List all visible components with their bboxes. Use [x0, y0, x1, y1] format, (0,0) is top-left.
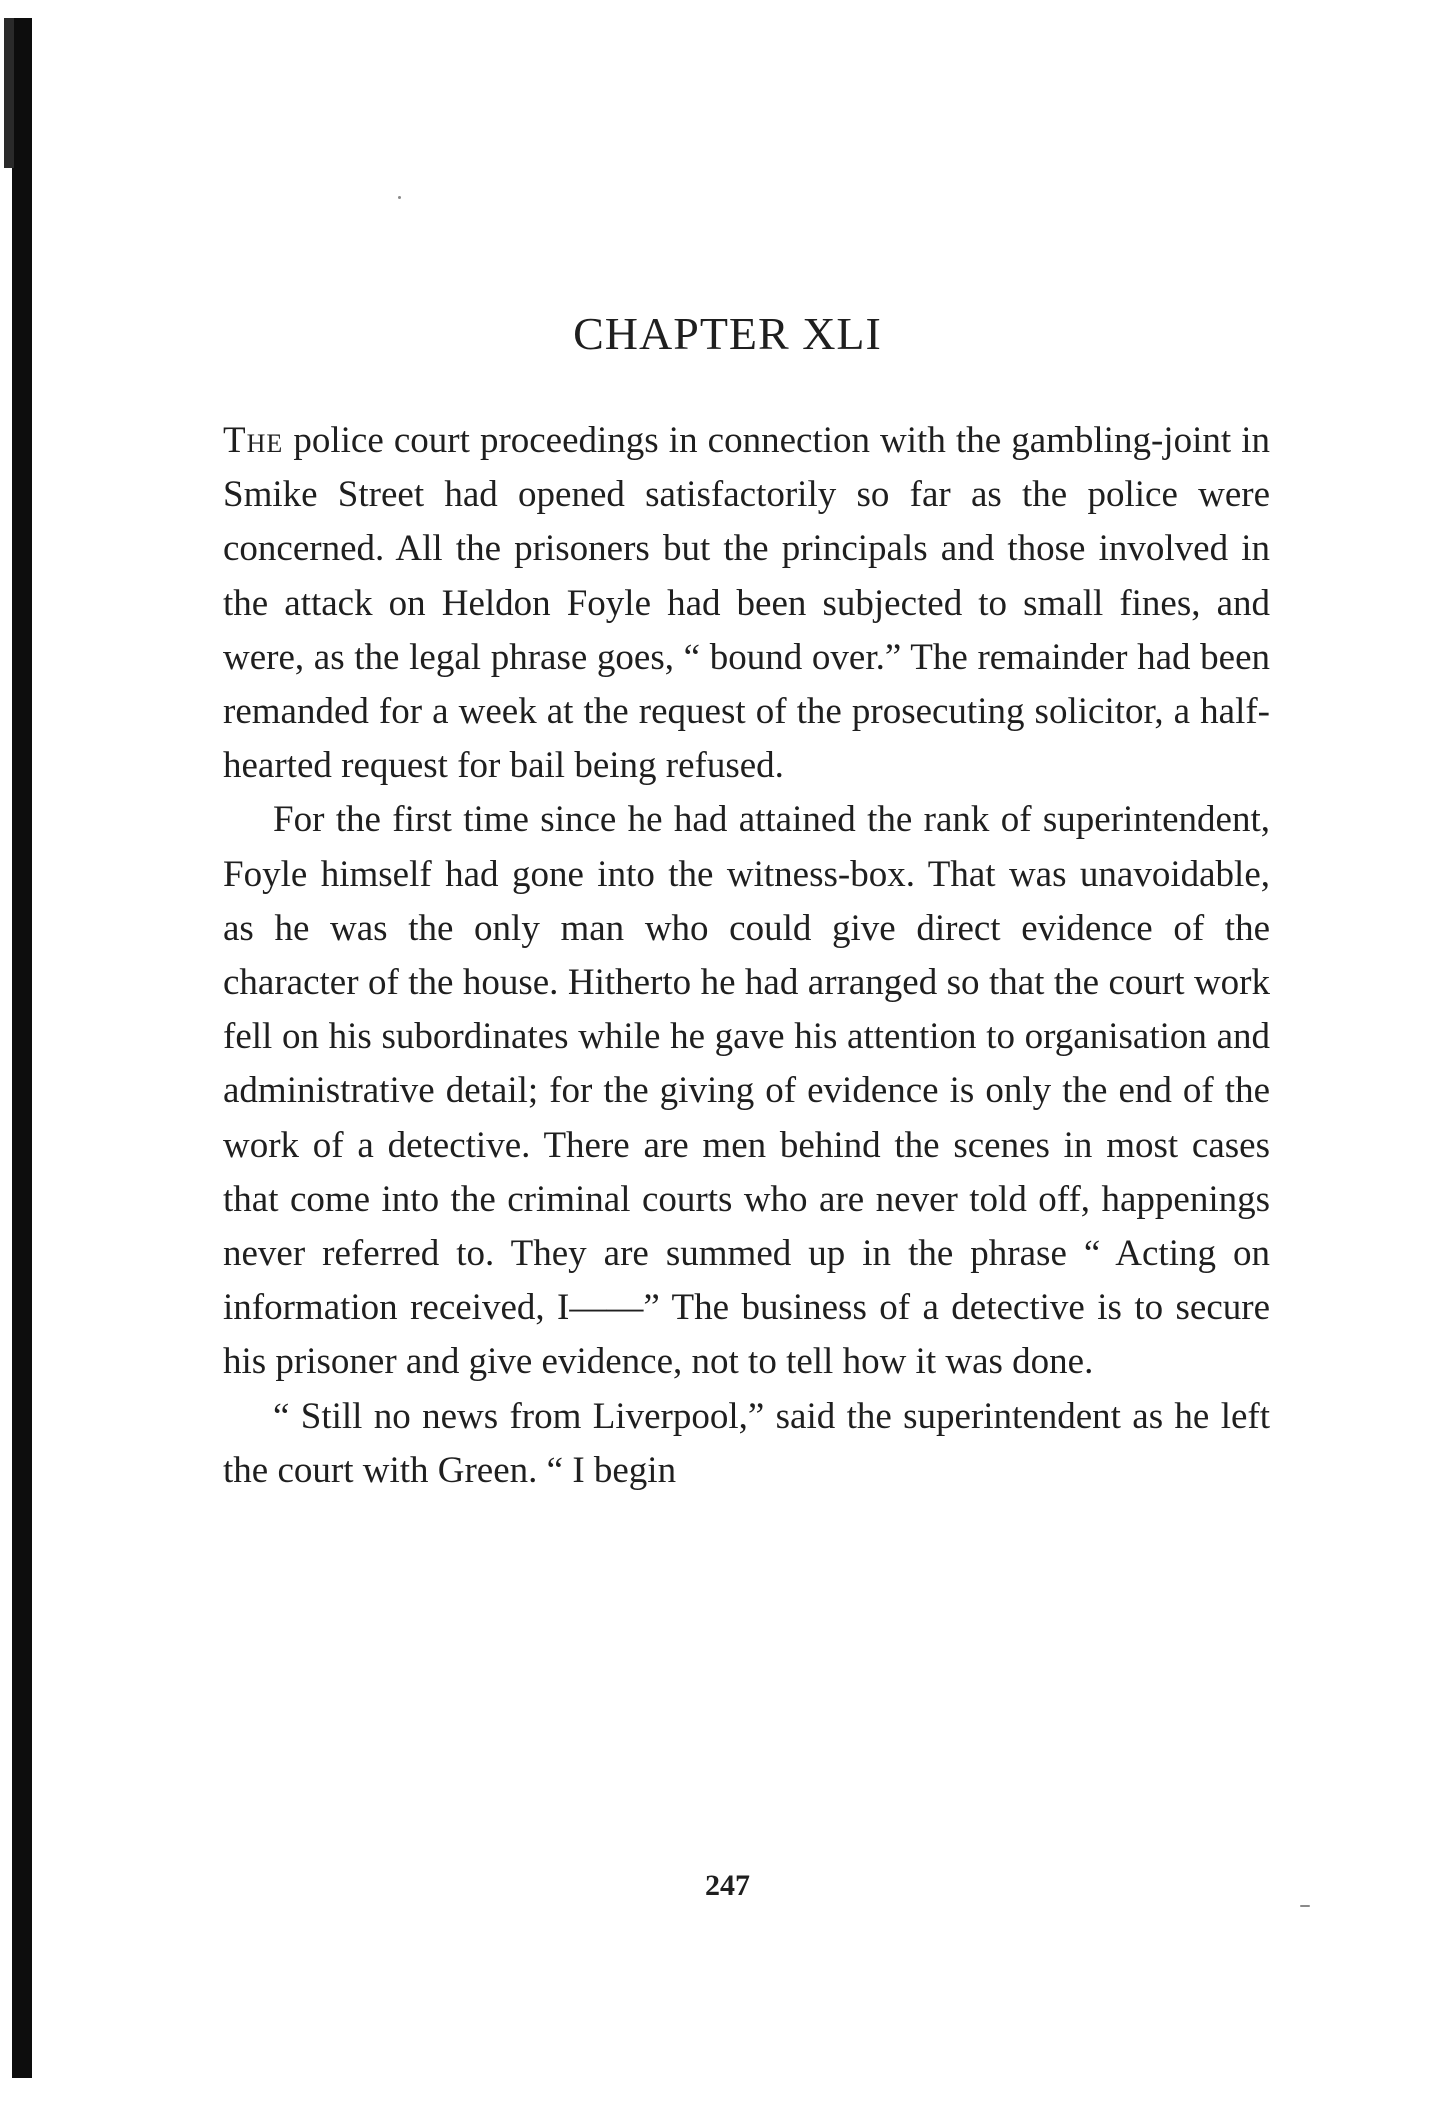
- chapter-title: CHAPTER XLI: [573, 308, 882, 359]
- paragraph-1-text: police court proceedings in connection with the gambling-joint in Smike Street had opened satisfactorily so far as the police were concerned. All the prisoners but the principals and those involved in the attack on Heldon Foyle had been subjected to small fines, and were, as the legal phrase goes, “ bound over.” The remainder had been remanded for a week at the request of the prosecuting solicitor, a half-hearted request for bail being refused.: [223, 420, 1270, 787]
- paragraph-1: [223, 414, 1270, 793]
- page-gutter-edge-top: [4, 18, 14, 168]
- body-text: [223, 414, 1270, 1498]
- paragraph-1-lead-word: The: [223, 420, 284, 461]
- paragraph-3: “ Still no news from Liverpool,” said the superintendent as he left the court with Green. “ I begin: [223, 1395, 1270, 1491]
- paragraph-2: For the first time since he had attained the rank of superintendent, Foyle himself had gone into the witness-box. That was unavoidable, as he was the only man who could give direct evidence of the character of the house. Hitherto he had arranged so that the court work fell on his subordinates while he gave his attention to organisation and administrative detail; for the giving of evidence is only the end of the work of a detective. There are men behind the scenes in most cases that come into the criminal courts who are never told off, happenings never referred to. They are summed up in the phrase “ Acting on information received, I——” The business of a detective is to secure his prisoner and give evidence, not to tell how it was done.: [223, 799, 1270, 1383]
- page-number: 247: [705, 1869, 750, 1902]
- paper-speck: [398, 196, 401, 199]
